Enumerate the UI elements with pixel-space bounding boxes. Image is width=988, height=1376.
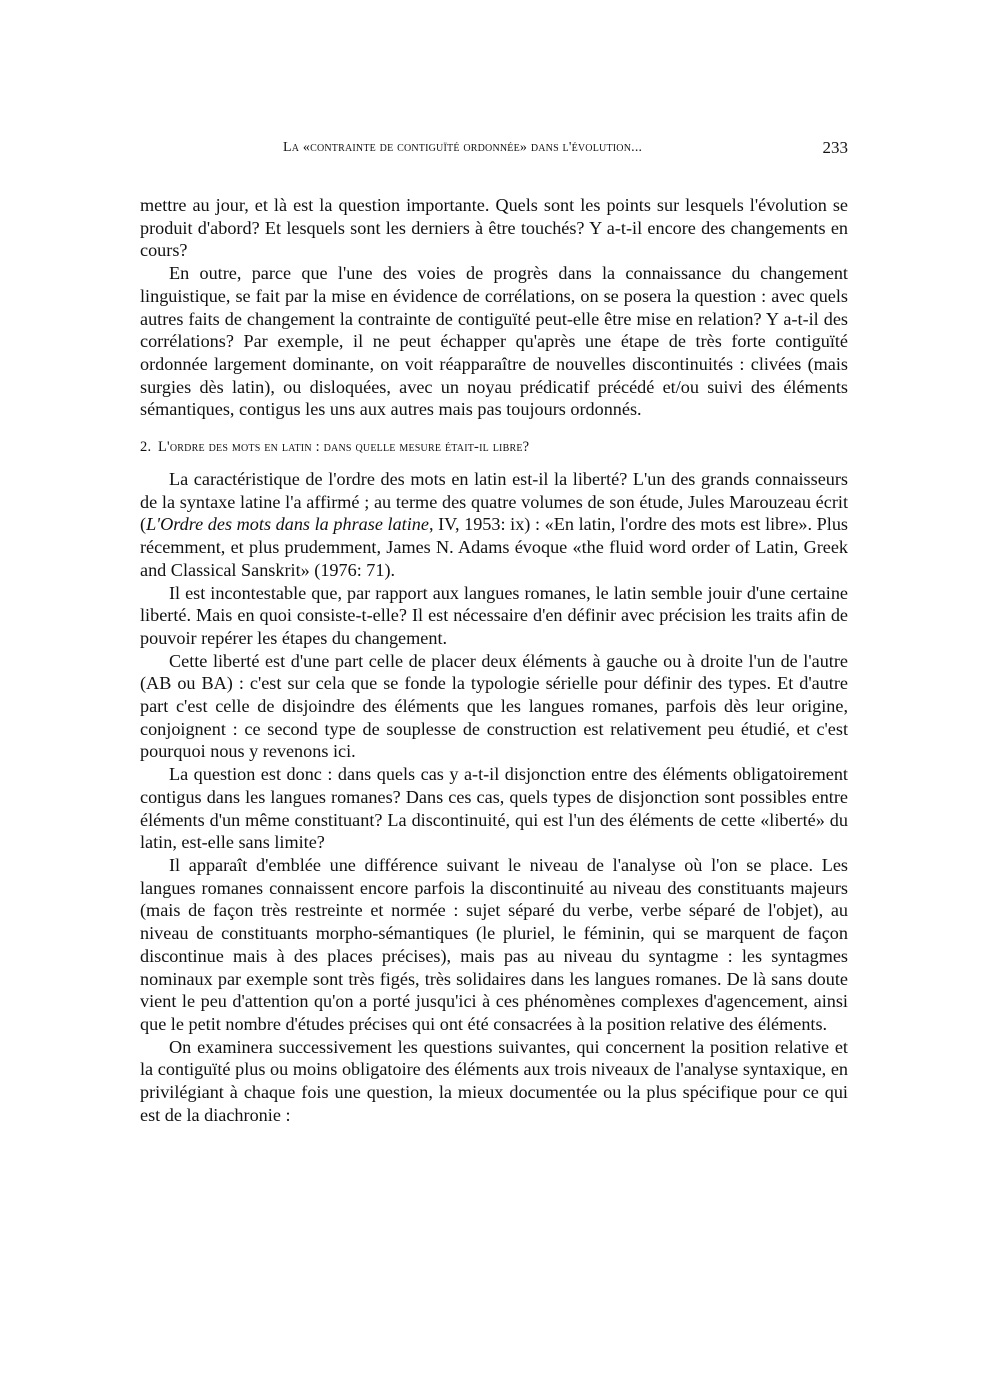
paragraph: Il apparaît d'emblée une différence suivant le niveau de l'analyse où l'on se place. Les langues romanes connaissent encore parfois la discontinuité au niveau des constituants majeurs (mais de façon très restreinte et normée : sujet séparé du verbe, verbe séparé de l'objet), au niveau de constituants morpho-sémantiques (le pluriel, le féminin, qui se marquent de façon discontinue mais à des places précises), mais pas au niveau du syntagme : les syntagmes nominaux par exemple sont très figés, très solidaires dans les langues romanes. De là sans doute vient le peu d'attention qu'on a porté jusqu'ici à ces phénomènes complexes d'agencement, ainsi que le petit nombre d'études précises qui ont été consacrées à la position relative des éléments. — [140, 854, 848, 1034]
paragraph: mettre au jour, et là est la question importante. Quels sont les points sur lesquels l'évolution se produit d'abord? Et lesquels sont les derniers à être touchés? Y a-t-il encore des changements en cours? — [140, 195, 848, 261]
paragraph — [140, 468, 848, 582]
running-title: La «contrainte de contiguïté ordonnée» dans l'évolution... — [283, 140, 643, 155]
body-text — [140, 194, 848, 1126]
page-number: 233 — [822, 138, 848, 157]
section-title: L'ordre des mots en latin : dans quelle mesure était-il libre? — [158, 439, 530, 456]
section-number: 2. — [140, 439, 152, 456]
paragraph: Il est incontestable que, par rapport aux langues romanes, le latin semble jouir d'une certaine liberté. Mais en quoi consiste-t-elle? Il est nécessaire d'en définir avec précision les traits afin de pouvoir repérer les étapes du changement. — [140, 582, 848, 648]
paragraph: En outre, parce que l'une des voies de progrès dans la connaissance du changement linguistique, se fait par la mise en évidence de corrélations, on se posera la question : avec quels autres faits de changement la contrainte de contiguïté peut-elle être mise en relation? Y a-t-il des corrélations? Par exemple, il ne peut échapper qu'après une étape de très forte contiguïté ordonnée largement dominante, on voit réapparaître de nouvelles discontinuités : clivées (mais surgies dès latin), ou disloquées, avec un noyau prédicatif précédé et/ou suivi des éléments sémantiques, contigus les uns aux autres mais pas toujours ordonnés. — [140, 263, 848, 420]
paragraph: Cette liberté est d'une part celle de placer deux éléments à gauche ou à droite l'un de l'autre (AB ou BA) : c'est sur cela que se fonde la typologie sérielle pour définir des types. Et d'autre part c'est celle de disjoindre des éléments que les langues romanes, parfois dès leur origine, conjoignent : ce second type de souplesse de construction est relativement peu étudié, et c'est pourquoi nous y revenons ici. — [140, 650, 848, 762]
paragraph: On examinera successivement les questions suivantes, qui concernent la position relative et la contiguïté plus ou moins obligatoire des éléments aux trois niveaux de l'analyse syntaxique, en privilégiant à chaque fois une question, la mieux documentée ou la plus spécifique pour ce qui est de la diachronie : — [140, 1036, 848, 1125]
section-heading — [140, 436, 848, 458]
paragraph: La question est donc : dans quels cas y a-t-il disjonction entre des éléments obligatoirement contigus dans les langues romanes? Dans ces cas, quels types de disjonction sont possibles entre éléments d'un même constituant? La discontinuité, qui est l'un des éléments de cette «liberté» du latin, est-elle sans limite? — [140, 764, 848, 853]
book-title: L'Ordre des mots dans la phrase latine — [146, 514, 429, 535]
text-run: La caractéristique de l'ordre des mots en latin est-il la liberté? L'un des grands connaisseurs de la syntaxe latine l'a affirmé ; au terme des quatre volumes de son étude, Jules Marouzeau écrit ( — [140, 469, 848, 535]
text-run: , IV, 1953: ix) : «En latin, l'ordre des mots est libre». Plus récemment, et plus prudemment, James N. Adams évoque «the fluid word order of Latin, Greek and Classical Sanskrit» (1976: 71). — [140, 514, 848, 580]
running-header — [140, 138, 848, 162]
